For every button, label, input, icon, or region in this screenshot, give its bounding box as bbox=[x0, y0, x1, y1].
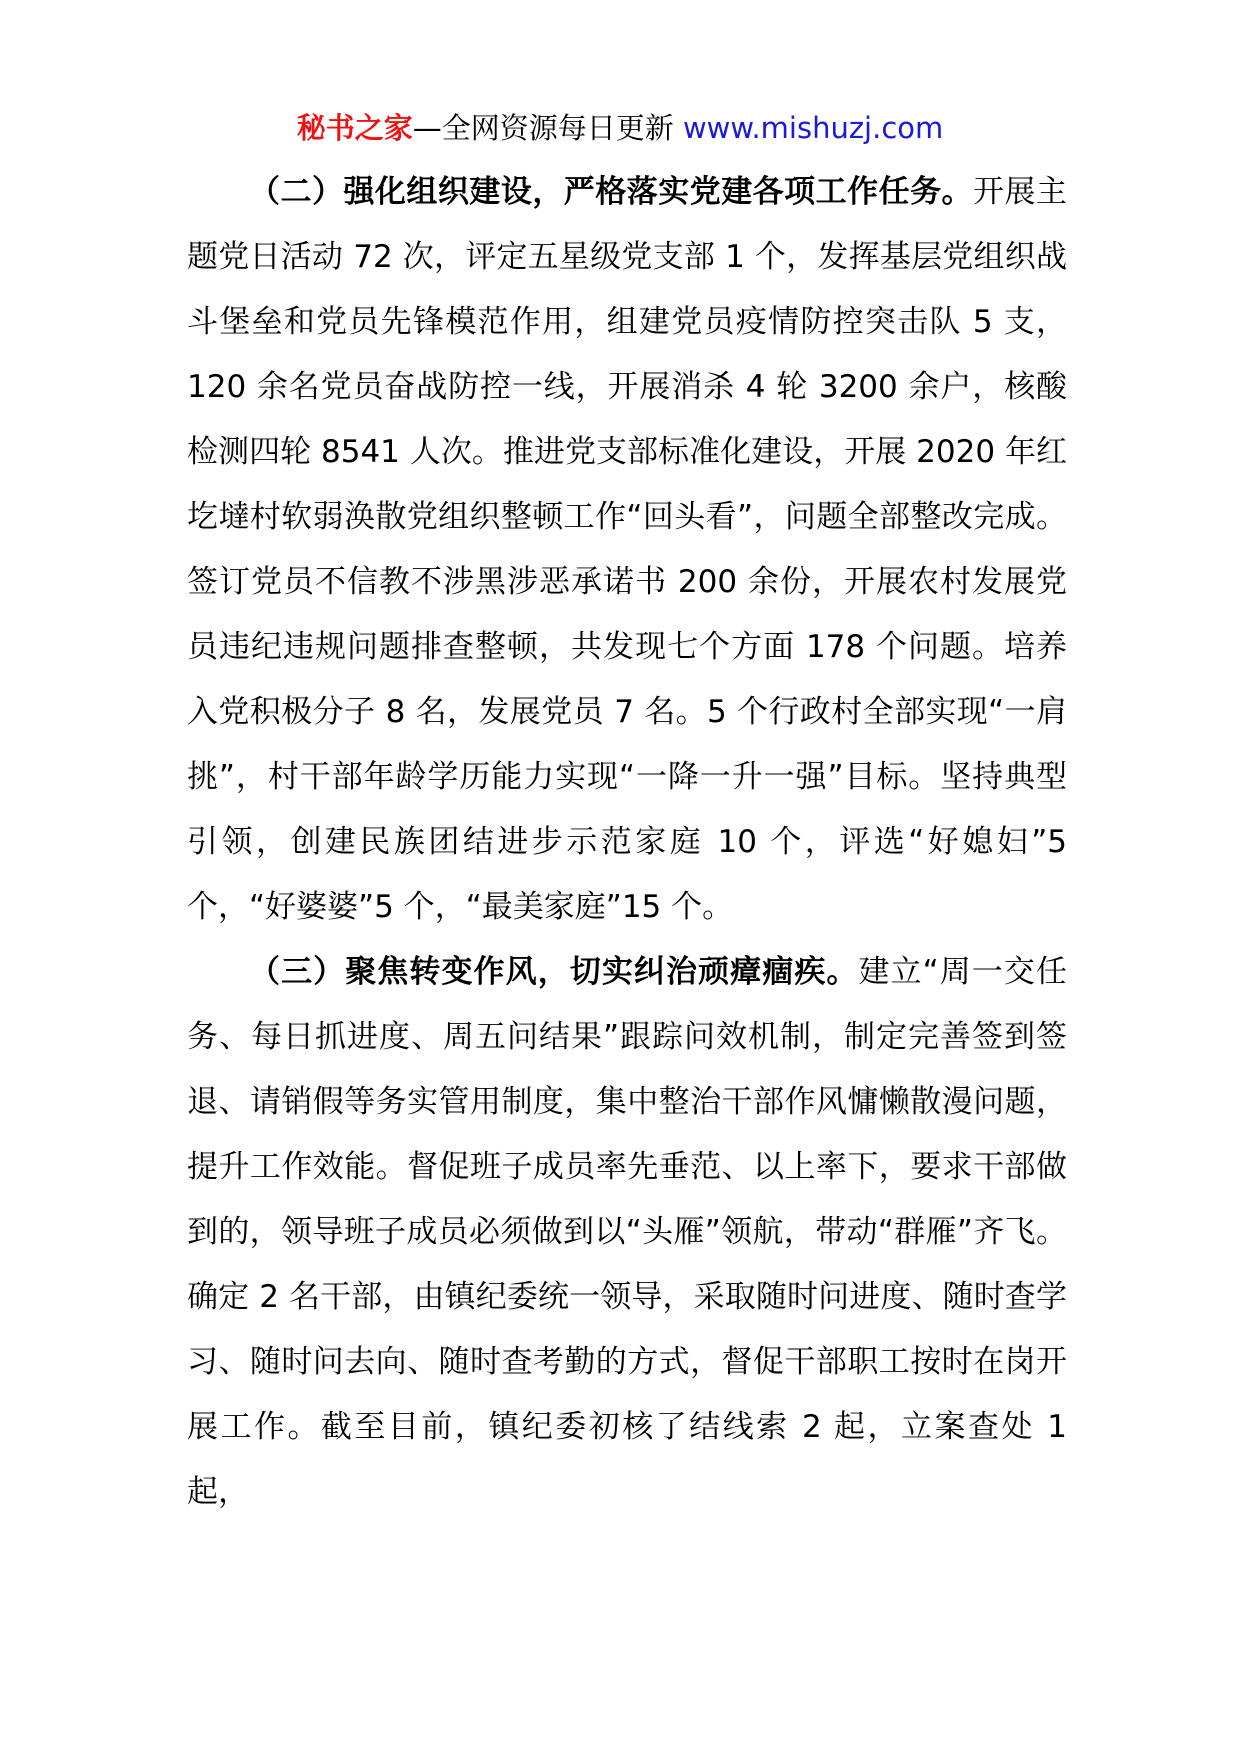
paragraph-text: 开展主题党日活动 72 次，评定五星级党支部 1 个，发挥基层党组织战斗堡垒和党员先锋模范作用，组建党员疫情防控突击队 5 支，120 余名党员奋战防控一线，开展消杀 4 轮 3200 余户，核酸检测四轮 8541 人次。推进党支部标准化建设，开展 2020 年红圪墶村软弱涣散党组织整顿工作“回头看”，问题全部整改完成。签订党员不信教不涉黑涉恶承诺书 200 余份，开展农村发展党员违纪违规问题排查整顿，共发现七个方面 178 个问题。培养入党积极分子 8 名，发展党员 7 名。5 个行政村全部实现“一肩挑”，村干部年龄学历能力实现“一降一升一强”目标。坚持典型引领，创建民族团结进步示范家庭 10 个，评选“好媳妇”5 个，“好婆婆”5 个，“最美家庭”15 个。 bbox=[187, 174, 1068, 925]
paragraph-text: 建立“周一交任务、每日抓进度、周五问结果”跟踪问效机制，制定完善签到签退、请销假等务实管用制度，集中整治干部作风慵懒散漫问题，提升工作效能。督促班子成员率先垂范、以上率下，要求干部做到的，领导班子成员必须做到以“头雁”领航，带动“群雁”齐飞。确定 2 名干部，由镇纪委统一领导，采取随时问进度、随时查学习、随时问去向、随时查考勤的方式，督促干部职工按时在岗开展工作。截至目前，镇纪委初核了结线索 2 起，立案查处 1 起， bbox=[187, 954, 1068, 1510]
brand-name: 秘书之家 bbox=[296, 111, 413, 145]
watermark-header bbox=[0, 98, 1240, 158]
header-slogan: —全网资源每日更新 bbox=[412, 111, 683, 145]
section-heading: （二）强化组织建设，严格落实党建各项工作任务。 bbox=[249, 174, 974, 210]
document-body bbox=[187, 160, 1067, 1525]
site-link[interactable]: www.mishuzj.com bbox=[682, 111, 944, 145]
paragraph-work-style bbox=[187, 940, 1067, 1525]
section-heading: （三）聚焦转变作风，切实纠治顽瘴痼疾。 bbox=[249, 954, 859, 990]
paragraph-organization bbox=[187, 160, 1067, 940]
